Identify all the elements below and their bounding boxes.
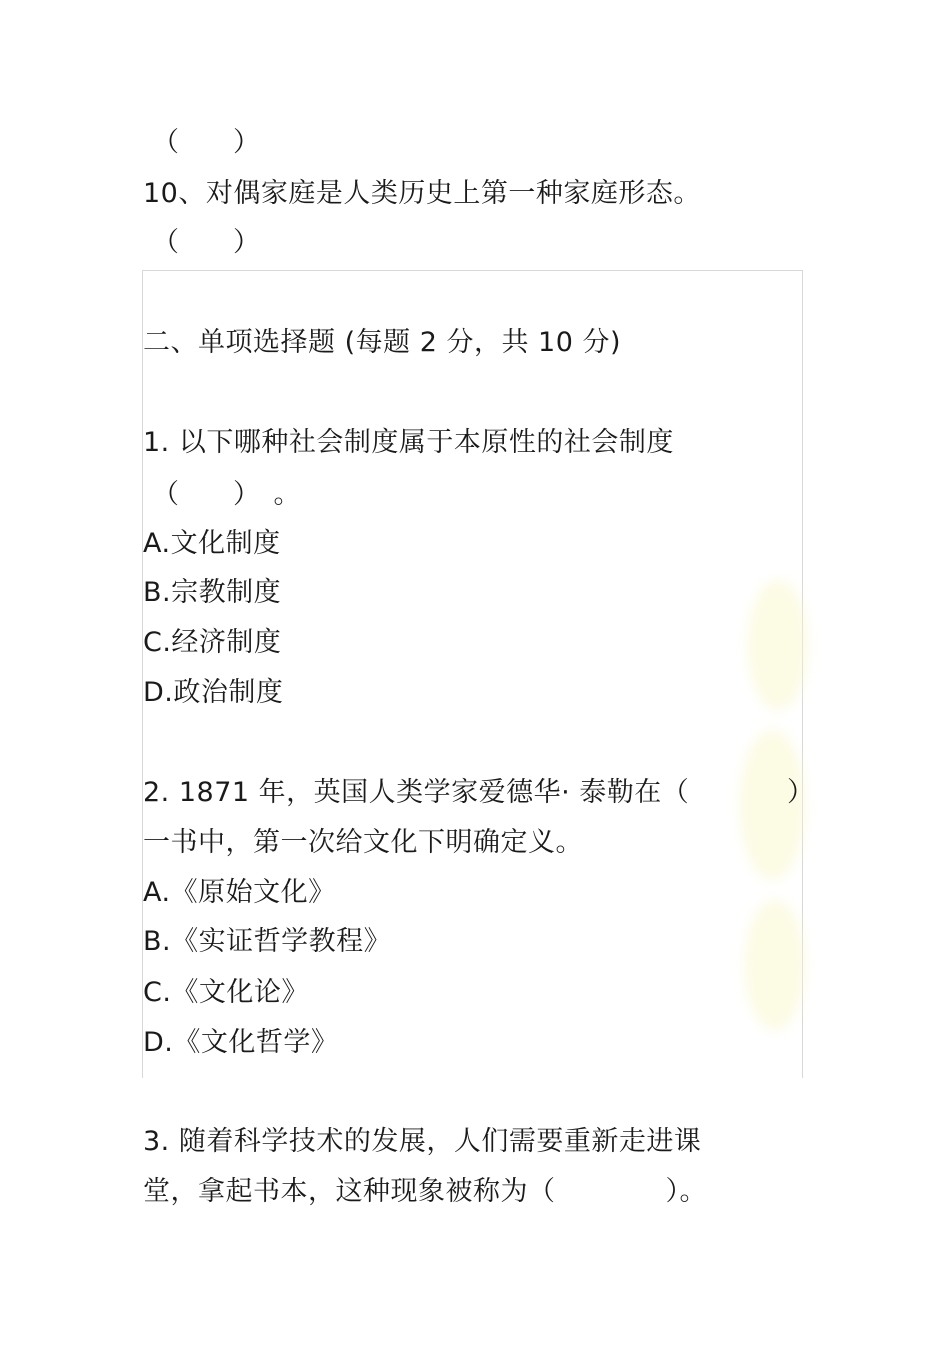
mc1-option: B.宗教制度 (143, 577, 282, 608)
question-10: 10、对偶家庭是人类历史上第一种家庭形态。 (143, 178, 701, 209)
answer-paren: （ ） (152, 127, 260, 158)
paper-stain (745, 900, 805, 1030)
mc1-stem: 1. 以下哪种社会制度属于本原性的社会制度 (143, 427, 674, 458)
section-heading: 二、单项选择题 (每题 2 分，共 10 分) (143, 327, 622, 358)
paper-stain (748, 580, 808, 710)
answer-paren: （ ） (152, 227, 260, 258)
mc3-stem-cont: 堂，拿起书本，这种现象被称为（ ）。 (143, 1176, 707, 1207)
answer-paren: （ ） 。 (152, 479, 301, 510)
answer-paren-close: ） (787, 777, 814, 808)
mc2-option: C.《文化论》 (143, 977, 309, 1008)
mc2-option: B.《实证哲学教程》 (143, 926, 392, 957)
mc2-stem-cont: 一书中，第一次给文化下明确定义。 (143, 827, 583, 858)
mc1-option: D.政治制度 (143, 677, 284, 708)
mc2-option: A.《原始文化》 (143, 877, 336, 908)
mc1-option: A.文化制度 (143, 528, 281, 559)
mc3-stem: 3. 随着科学技术的发展，人们需要重新走进课 (143, 1126, 702, 1157)
mc2-stem: 2. 1871 年，英国人类学家爱德华· 泰勒在（ (143, 777, 690, 808)
mc2-option: D.《文化哲学》 (143, 1027, 339, 1058)
mc1-option: C.经济制度 (143, 627, 282, 658)
